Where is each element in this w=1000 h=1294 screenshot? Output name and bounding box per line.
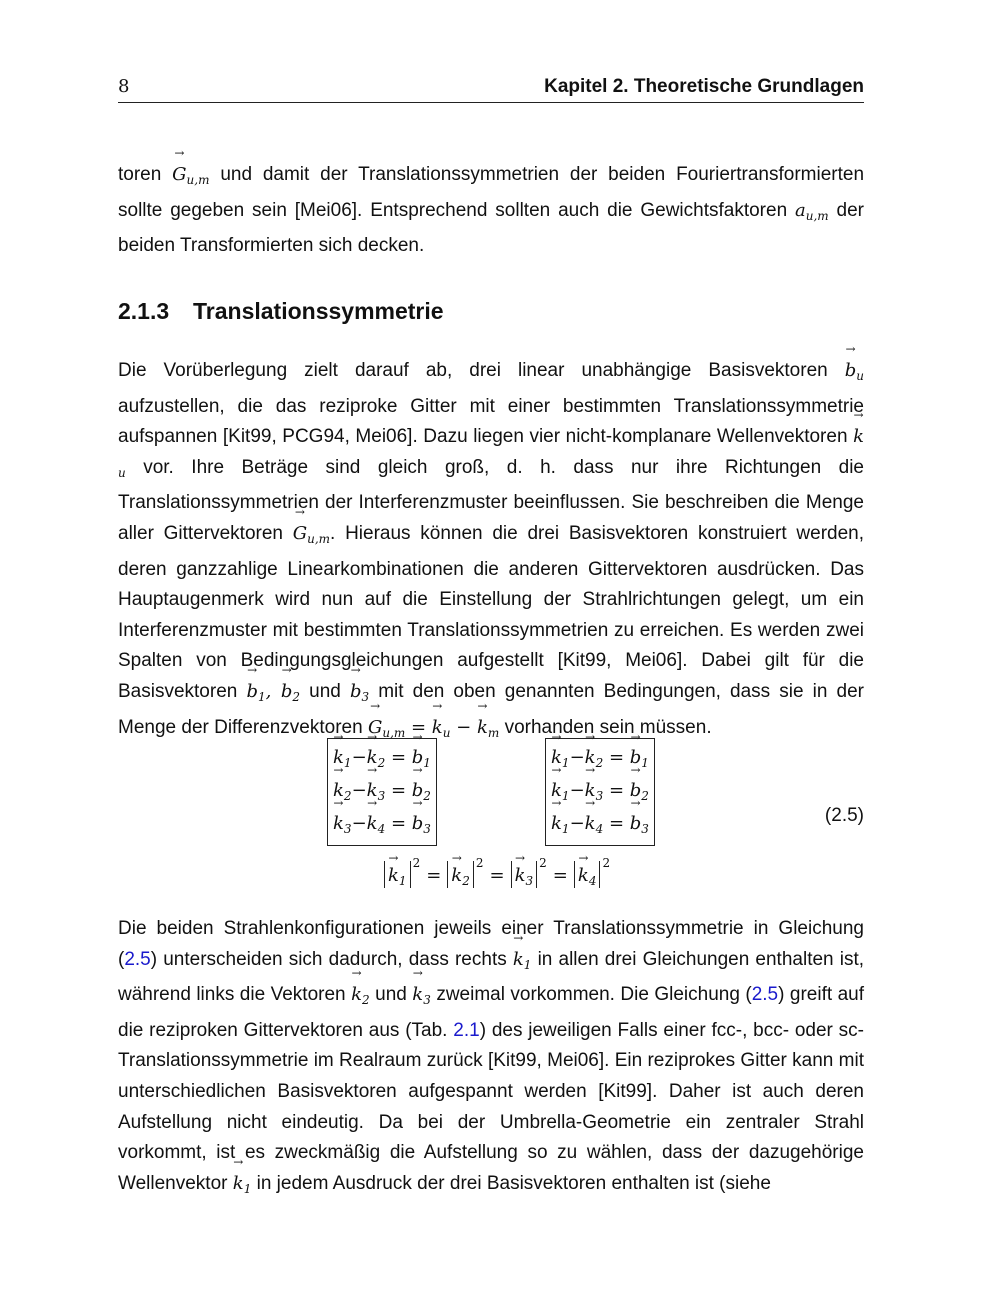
math-b-u: → $b_u$ xyxy=(845,360,864,381)
equation-line: → $k_1-\to k_3$ = → $b_2$ xyxy=(551,777,649,810)
text-run: Die beiden Strahlenkonfigurationen jeweils einer Translationssymmetrie in Gleichung ( xyxy=(118,918,864,970)
math-G-diff: → $G_{u,m}$ = → $k_u$ − → $k_m$ xyxy=(368,717,499,738)
text-run: ) unterscheiden sich dadurch, dass rechts xyxy=(150,948,507,970)
math-G-um: → $G_{u,m}$ xyxy=(293,523,330,544)
section-title: Translationssymmetrie xyxy=(193,298,444,324)
table-reference-link[interactable]: 2.1 xyxy=(453,1019,480,1041)
section-number: 2.1.3 xyxy=(118,298,170,324)
math-k1: → $k_1$ xyxy=(513,949,532,970)
text-run: vorhanden sein müssen. xyxy=(504,716,712,738)
equation-box-left xyxy=(327,738,437,846)
page-number: 8 xyxy=(118,76,130,97)
math-k-u: → $k_u$ xyxy=(118,426,864,478)
text-run: in jedem Ausdruck der drei Basisvektoren enthalten ist (siehe xyxy=(256,1172,771,1194)
text-run: vor. Ihre Beträge sind gleich groß, d. h. dass nur ihre Richtungen die Translationssymmetrien der Interferenzmuster beeinflussen. Sie beschreiben die Menge aller Gittervektoren xyxy=(118,456,864,544)
paragraph-main xyxy=(118,356,864,748)
text-run: mit den oben genannten Bedingungen, dass sie in der Menge der Differenzvektoren xyxy=(118,680,864,738)
math-b1-b2: → $b_1$, → $b_2$ xyxy=(246,681,300,702)
text-run: ) greift auf die reziproken Gittervektoren aus (Tab. xyxy=(118,984,865,1041)
equation-reference-link[interactable]: 2.5 xyxy=(751,984,779,1006)
text-run: ) des jeweiligen Falls einer fcc-, bcc- oder sc- Translationssymmetrie im Realraum zurück [Kit99, Mei06]. Ein reziprokes Gitter kann mit unterschiedlichen Basisvektoren aufgespannt werden [Kit99]. Daher ist auch deren Aufstellung nicht eindeutig. Da bei der Umbrella-Geometrie ein zentraler Strahl vorkommt, ist es zweckmäßig die Aufstellung so zu wählen, dass der dazugehörige Wellenvektor xyxy=(118,1019,864,1194)
math-k3: → $k_3$ xyxy=(412,984,431,1005)
equation-number: (2.5) xyxy=(824,805,864,826)
text-run: und xyxy=(309,680,341,702)
text-run: zweimal vorkommen. Die Gleichung ( xyxy=(436,984,752,1006)
equation-norm-equality: → $k_1^2=\to k_2^2=\to k_3^2=\to k_4^2$ xyxy=(384,856,610,888)
text-run: in allen drei Gleichungen enthalten ist, während links die Vektoren xyxy=(118,948,865,1006)
running-header xyxy=(118,74,864,103)
math-k2: → $k_2$ xyxy=(351,984,370,1005)
math-G-um: → $G_{u,m}$ xyxy=(172,164,209,185)
math-a-um: $a_{u,m}$ xyxy=(795,199,829,223)
equation-line: → $k_1-\to k_2$ = → $b_1$ xyxy=(333,744,431,777)
section-heading xyxy=(118,298,444,325)
math-k1: → $k_1$ xyxy=(233,1173,252,1194)
text-run: der beiden Transformierten sich decken. xyxy=(118,199,864,257)
equation-box-right xyxy=(545,738,655,846)
text-run: und damit der Translationssymmetrien der beiden Fouriertransformierten sollte gegeben sein [Mei06]. Entsprechend sollten auch die Gewichtsfaktoren xyxy=(118,164,865,221)
equation-line: → $k_3-\to k_4$ = → $b_3$ xyxy=(333,810,431,843)
equation-line: → $k_1-\to k_4$ = → $b_3$ xyxy=(551,810,649,843)
text-run: toren xyxy=(118,164,162,185)
paragraph-discussion xyxy=(118,914,864,1204)
paragraph-intro xyxy=(118,160,864,262)
equation-line: → $k_1-\to k_2$ = → $b_1$ xyxy=(551,744,649,777)
text-run: aufzustellen, die das reziproke Gitter mit einer bestimmten Translationssymmetrie aufspannen [Kit99, PCG94, Mei06]. Dazu liegen vier nicht-komplanare Wellenvektoren xyxy=(118,395,864,448)
equation-line: → $k_2-\to k_3$ = → $b_2$ xyxy=(333,777,431,810)
text-run: und xyxy=(375,984,407,1006)
text-run: . Hieraus können die drei Basisvektoren konstruiert werden, deren ganzzahlige Linearkombinationen die anderen Gittervektoren ausdrücken. Das Hauptaugenmerk wird nun auf die Einstellung der Strahlrichtungen gelegt, um ein Interferenzmuster mit bestimmten Translationssymmetrien zu erreichen. Es werden zwei Spalten von Bedingungsgleichungen aufgestellt [Kit99, Mei06]. Dabei gilt für die Basisvektoren xyxy=(118,522,865,702)
equation-reference-link[interactable]: 2.5 xyxy=(124,948,151,970)
text-run: Die Vorüberlegung zielt darauf ab, drei linear unabhängige Basisvektoren xyxy=(118,360,828,381)
math-b3: → $b_3$ xyxy=(350,681,369,702)
chapter-title: Kapitel 2. Theoretische Grundlagen xyxy=(544,76,864,97)
